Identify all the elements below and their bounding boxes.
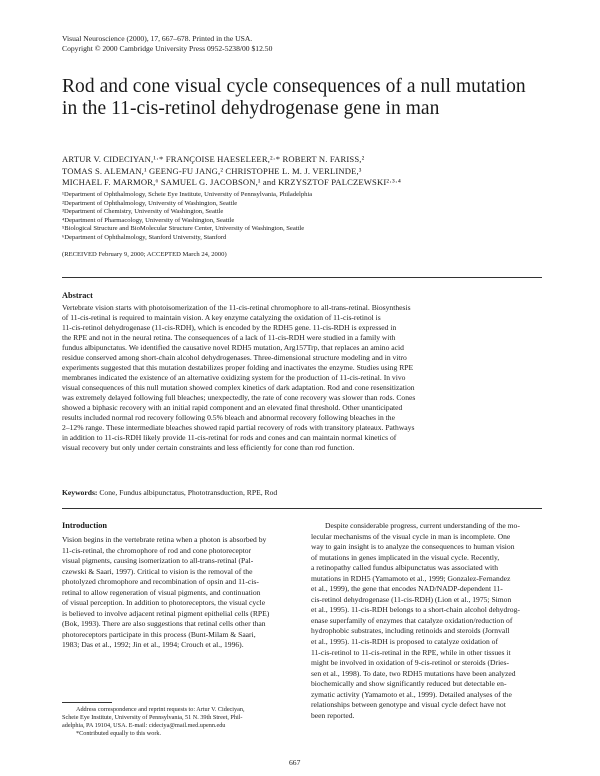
footnote-line: Scheie Eye Institute, University of Pennsylvania, 51 N. 39th Street, Phil- <box>62 714 243 722</box>
keywords <box>62 488 277 497</box>
body-line: biochemically and show significantly reduced but detectable en- <box>311 679 507 689</box>
footnote-rule <box>62 702 112 703</box>
abstract-line: experiments suggested that this mutation destabilizes proper folding and inactivates the enzyme. Studies using RPE <box>62 363 414 372</box>
body-line: zymatic activity (Yamamoto et al., 1999). Detailed analyses of the <box>311 689 512 699</box>
affiliation-line: ²Department of Ophthalmology, University of Washington, Seattle <box>62 199 238 207</box>
keywords-text: Cone, Fundus albipunctatus, Phototransduction, RPE, Rod <box>99 488 278 497</box>
body-line: Despite considerable progress, current understanding of the mo- <box>325 521 520 530</box>
body-line: is believed to involve adjacent retinal pigment epithelial cells (RPE) <box>62 608 270 618</box>
abstract-line: was extremely delayed following full bleaches; unexpectedly, the rate of cone recovery was slower than rods. Cones <box>62 393 416 402</box>
author-line: ARTUR V. CIDECIYAN,¹·* FRANÇOISE HAESELEER,²·* ROBERT N. FARISS,² <box>62 154 365 164</box>
page-number: 667 <box>289 758 301 767</box>
body-line: et al., 1995). 11-cis-RDH is proposed to catalyze oxidation of <box>311 637 498 647</box>
affiliation-line: ³Department of Chemistry, University of Washington, Seattle <box>62 208 224 216</box>
abstract-line: in addition to 11-cis-RDH likely provide 11-cis-retinal for rods and cones and can maintain normal kinetics of <box>62 433 397 442</box>
abstract-line: 2–12% range. These intermediate bleaches showed rapid partial recovery of rods with transitory plateaux. Pathways <box>62 423 415 432</box>
body-line: sen et al., 1998). To date, two RDH5 mutations have been analyzed <box>311 668 516 678</box>
body-line: 1983; Das et al., 1992; Jin et al., 1994; Crouch et al., 1996). <box>62 640 244 650</box>
body-line: enase superfamily of enzymes that catalyze oxidation/reduction of <box>311 615 513 625</box>
body-line: photoreceptors participate in this process (Bunt-Milam & Saari, <box>62 629 256 639</box>
affiliation-list <box>62 191 312 243</box>
abstract-line: visual consequences of this null mutation showed complex kinetics of dark adaptation. Rod and cone resensitization <box>62 383 415 392</box>
body-line: a retinopathy called fundus albipunctatus was associated with <box>311 563 499 573</box>
abstract-body <box>62 303 542 453</box>
affiliation-line: ⁴Department of Pharmacology, University of Washington, Seattle <box>62 216 235 224</box>
abstract-top-rule <box>62 277 542 278</box>
body-line: (Bok, 1993). There are also suggestions that retinal cells other than <box>62 619 266 629</box>
body-line: relationships between genotype and visual cycle defect have not <box>311 700 506 710</box>
title-line-1: Rod and cone visual cycle consequences of a null mutation <box>62 76 526 97</box>
abstract-line: showed a biphasic recovery with an initial rapid component and an elevated final threshold. Other unanticipated <box>62 403 403 412</box>
body-line: visual pigments, causing isomerization to all-trans-retinal (Pal- <box>62 556 254 566</box>
abstract-heading: Abstract <box>62 291 93 300</box>
keywords-label: Keywords: <box>62 488 98 497</box>
body-line: of visual perception. In addition to photoreceptors, the visual cycle <box>62 598 266 608</box>
affiliation-line: ¹Department of Ophthalmology, Scheie Eye Institute, University of Pennsylvania, Philadelphia <box>62 191 313 198</box>
footnote-line: adelphia, PA 19104, USA. E-mail: cideciya@mail.med.upenn.edu <box>62 722 226 730</box>
affiliation-line: ⁶Department of Ophthalmology, Stanford University, Stanford <box>62 233 227 241</box>
body-line: 11-cis-retinol to 11-cis-retinal in the RPE, while in other tissues it <box>311 647 511 657</box>
abstract-line: the RPE and not in the neural retina. The consequences of a lack of 11-cis-RDH were studied in a family with <box>62 333 396 342</box>
body-line: 11-cis-retinal, the chromophore of rod and cone photoreceptor <box>62 545 252 555</box>
body-line: of mutations in genes implicated in the visual cycle. Recently, <box>311 552 500 562</box>
body-line: way to gain insight is to analyze the consequences to human vision <box>311 542 515 552</box>
abstract-line: results included normal rod recovery following 0.5% bleach and abnormal recovery following bleaches in the <box>62 413 395 422</box>
received-dates: (RECEIVED February 9, 2000; ACCEPTED March 24, 2000) <box>62 251 227 258</box>
body-line: been reported. <box>311 710 355 720</box>
body-line: cis-retinol dehydrogenase (11-cis-RDH) (Lion et al., 1975; Simon <box>311 594 512 604</box>
journal-citation: Visual Neuroscience (2000), 17, 667–678. Printed in the USA. <box>62 34 253 43</box>
author-line: TOMAS S. ALEMAN,¹ GEENG-FU JANG,² CHRISTOPHE L. M. J. VERLINDE,³ <box>62 165 362 176</box>
intro-right-column <box>311 521 545 721</box>
footnote-line: Address correspondence and reprint requests to: Artur V. Cideciyan, <box>76 706 245 713</box>
intro-left-column <box>62 535 296 651</box>
abstract-bottom-rule <box>62 508 542 509</box>
body-line: hydrophobic substrates, including retinoids and steroids (Jornvall <box>311 626 510 636</box>
abstract-line: residue conserved among short-chain alcohol dehydrogenases. Three-dimensional structure modeling and in vitro <box>62 353 407 362</box>
abstract-line: of 11-cis-retinal is required to maintain vision. A key enzyme catalyzing the oxidation of 11-cis-retinol is <box>62 313 381 322</box>
introduction-heading: Introduction <box>62 521 108 530</box>
body-line: photolyzed chromophore and recombination of opsin and 11-cis- <box>62 577 259 587</box>
abstract-line: Vertebrate vision starts with photoisomerization of the 11-cis-retinal chromophore to all-trans-retinal. Biosynthesis <box>62 303 411 312</box>
abstract-line: 11-cis-retinol dehydrogenase (11-cis-RDH), which is encoded by the RDH5 gene. 11-cis-RDH is expressed in <box>62 323 397 332</box>
body-line: et al., 1995). 11-cis-RDH belongs to a short-chain alcohol dehydrog- <box>311 605 520 615</box>
abstract-line: membranes indicated the existence of an alternative oxidizing system for the production of 11-cis-retinal. In vivo <box>62 373 406 382</box>
body-line: retinal to allow regeneration of visual pigments, and continuation <box>62 587 261 597</box>
journal-copyright: Copyright © 2000 Cambridge University Press 0952-5238/00 $12.50 <box>62 43 273 53</box>
body-line: czewski & Saari, 1997). Critical to vision is the removal of the <box>62 566 253 576</box>
body-line: mutations in RDH5 (Yamamoto et al., 1999; Gonzalez-Fernandez <box>311 573 511 583</box>
author-list <box>62 154 552 189</box>
abstract-line: fundus albipunctatus. We identified the causative novel RDH5 mutation, Arg157Trp, that replaces an amino acid <box>62 343 404 352</box>
body-line: et al., 1999), the gene that encodes NAD/NADP-dependent 11- <box>311 584 503 594</box>
author-line: MICHAEL F. MARMOR,⁶ SAMUEL G. JACOBSON,¹ and KRZYSZTOF PALCZEWSKI²·³·⁴ <box>62 177 401 187</box>
body-line: lecular mechanisms of the visual cycle in man is incomplete. One <box>311 531 511 541</box>
body-line: might be involved in oxidation of 9-cis-retinol or steroids (Dries- <box>311 658 510 668</box>
abstract-line: visual recovery but only under certain constraints and less efficiently for cone than rod function. <box>62 443 355 452</box>
footnote-line: *Contributed equally to this work. <box>76 730 162 738</box>
title-line-2: in the 11-cis-retinol dehydrogenase gene in man <box>62 98 440 119</box>
affiliation-line: ⁵Biological Structure and BioMolecular Structure Center, University of Washington, Seattle <box>62 225 305 233</box>
correspondence-footnote <box>62 706 245 738</box>
journal-header <box>62 34 272 53</box>
article-title <box>62 76 542 120</box>
body-line: Vision begins in the vertebrate retina when a photon is absorbed by <box>62 535 267 544</box>
